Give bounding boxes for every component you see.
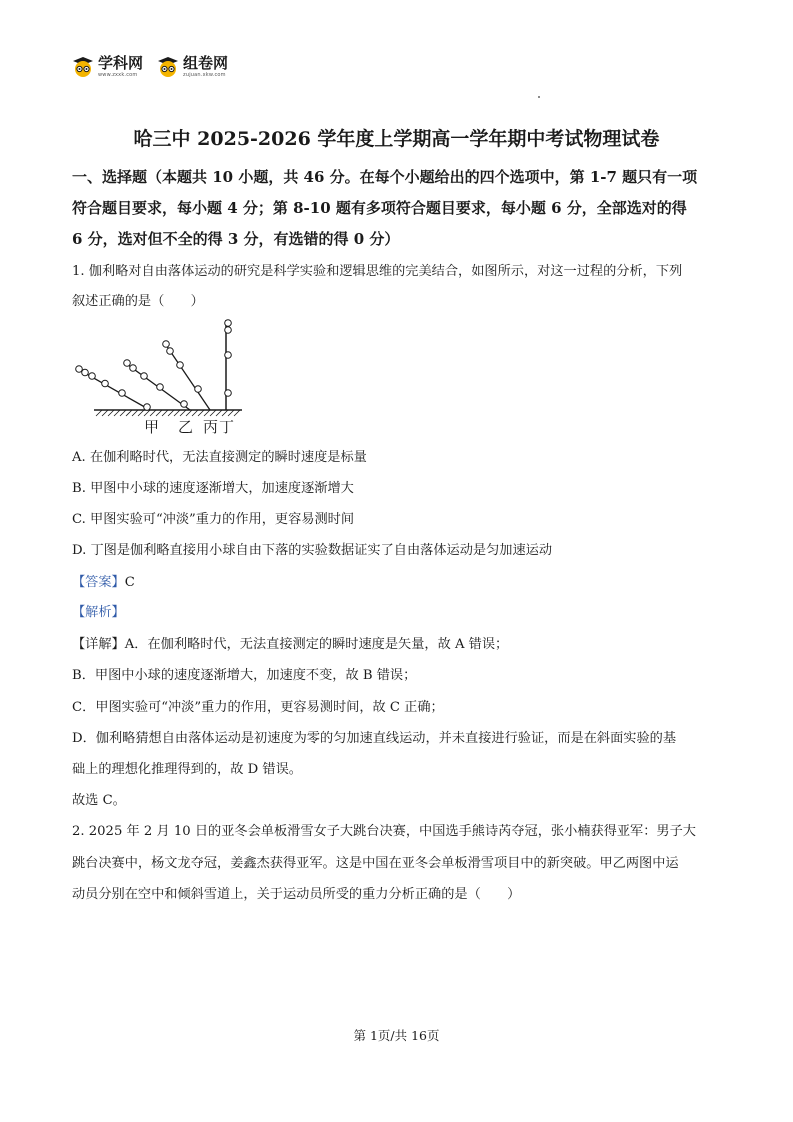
- owl-mascot-icon: [157, 56, 179, 78]
- q2-stem-line: 2. 2025 年 2 月 10 日的亚冬会单板滑雪女子大跳台决赛，中国选手熊诗芮夺冠，张小楠获得亚军：男子大: [72, 824, 696, 839]
- figure-label-jia: 甲: [144, 418, 160, 436]
- owl-mascot-icon: [72, 56, 94, 78]
- logo-url: www.zxxk.com: [98, 72, 138, 78]
- page-title: 哈三中 2025-2026 学年度上学期高一学年期中考试物理试卷: [133, 128, 660, 150]
- detail-text: A．在伽利略时代，无法直接测定的瞬时速度是矢量，故 A 错误；: [124, 637, 509, 652]
- logo-xuekewang: [72, 56, 143, 78]
- page-footer: 第 1页/共 16页: [353, 1028, 440, 1043]
- section-line: 6 分，选对但不全的得 3 分，有选错的得 0 分）: [72, 230, 400, 248]
- q1-detail-line: [72, 635, 508, 655]
- q1-stem-line: 1. 伽利略对自由落体运动的研究是科学实验和逻辑思维的完美结合，如图所示，对这一过程的分析，下列: [72, 264, 683, 279]
- figure-label-yi: 乙: [178, 418, 194, 436]
- figure-label-ding: 丁: [219, 418, 235, 436]
- logo-name: 学科网: [98, 54, 144, 72]
- q1-stem-line: 叙述正确的是（ ）: [72, 294, 204, 309]
- figure-label-bing: 丙: [203, 418, 219, 436]
- q1-option-d: D. 丁图是伽利略直接用小球自由下落的实验数据证实了自由落体运动是匀加速运动: [72, 543, 553, 558]
- q1-analysis-tag: 【解析】: [72, 605, 125, 620]
- q1-answer: [72, 573, 135, 593]
- q1-option-b: B. 甲图中小球的速度逐渐增大，加速度逐渐增大: [72, 481, 354, 496]
- q2-stem-line: 动员分别在空中和倾斜雪道上，关于运动员所受的重力分析正确的是（ ）: [72, 887, 521, 902]
- section-header: [72, 162, 732, 255]
- q1-detail-line: 础上的理想化推理得到的，故 D 错误。: [72, 762, 302, 777]
- header-logos: [72, 56, 228, 78]
- logo-zujuanwang: [157, 56, 228, 78]
- section-line: 一、选择题（本题共 10 小题，共 46 分。在每个小题给出的四个选项中，第 1-7 题只有一项: [72, 168, 698, 186]
- logo-name: 组卷网: [183, 54, 229, 72]
- stray-dot: [538, 96, 540, 98]
- answer-tag: 【答案】: [72, 575, 125, 590]
- q1-detail-line: D．伽利略猜想自由落体运动是初速度为零的匀加速直线运动，并未直接进行验证，而是在斜面实验的基: [72, 731, 677, 746]
- q1-detail-line: B．甲图中小球的速度逐渐增大，加速度不变，故 B 错误；: [72, 668, 417, 683]
- section-line: 符合题目要求，每小题 4 分；第 8-10 题有多项符合题目要求，每小题 6 分，全部选对的得: [72, 199, 687, 217]
- galileo-incline-figure: [72, 318, 252, 442]
- q1-option-a: A. 在伽利略时代，无法直接测定的瞬时速度是标量: [72, 450, 367, 465]
- answer-value: C: [124, 575, 135, 590]
- q1-detail-line: C．甲图实验可“冲淡”重力的作用，更容易测时间，故 C 正确；: [72, 700, 444, 715]
- q2-stem-line: 跳台决赛中，杨文龙夺冠，姜鑫杰获得亚军。这是中国在亚冬会单板滑雪项目中的新突破。甲乙两图中运: [72, 856, 679, 871]
- q1-option-c: C. 甲图实验可“冲淡”重力的作用，更容易测时间: [72, 512, 355, 527]
- detail-tag: 【详解】: [72, 637, 125, 652]
- logo-url: zujuan.xkw.com: [183, 72, 226, 78]
- q1-conclusion: 故选 C。: [72, 793, 126, 808]
